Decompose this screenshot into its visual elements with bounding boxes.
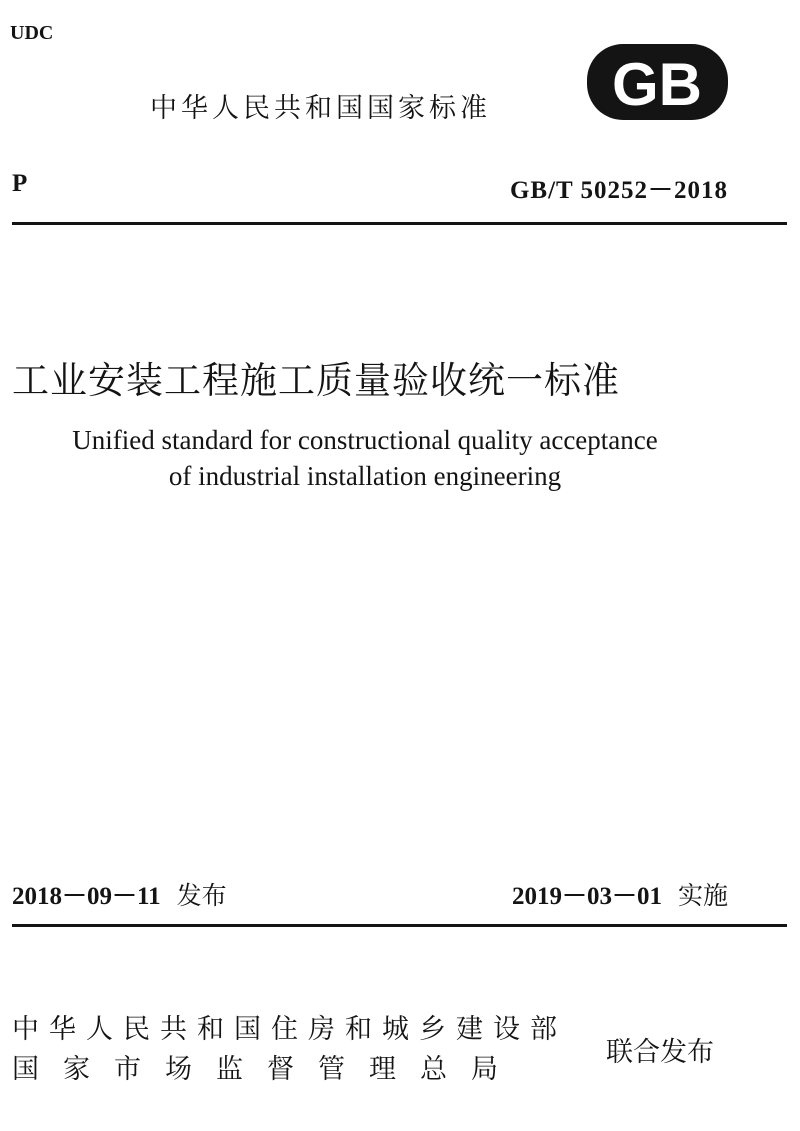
title-english bbox=[0, 422, 730, 494]
issue-label: 发布 bbox=[176, 881, 227, 910]
title-english-line-1: Unified standard for constructional quality acceptance bbox=[72, 425, 658, 455]
implement-date: 2019－03－01 bbox=[511, 883, 662, 910]
standard-number: GB/T 50252－2018 bbox=[509, 177, 728, 204]
title-chinese: 工业安装工程施工质量验收统一标准 bbox=[12, 359, 620, 402]
issue-date: 2018－09－11 bbox=[12, 883, 161, 910]
udc-label: UDC bbox=[10, 22, 54, 44]
bottom-divider bbox=[12, 924, 787, 927]
issuing-authorities bbox=[12, 1010, 567, 1090]
gb-logo-icon bbox=[585, 42, 730, 122]
gb-logo-text: GB bbox=[612, 51, 702, 118]
joint-release-label: 联合发布 bbox=[606, 1037, 714, 1068]
issuer-ministry: 中华人民共和国住房和城乡建设部 bbox=[12, 1014, 567, 1045]
issue-date-block bbox=[12, 876, 227, 912]
title-english-line-2: of industrial installation engineering bbox=[168, 461, 562, 491]
implement-date-block bbox=[512, 876, 728, 912]
top-divider bbox=[12, 222, 787, 225]
implement-label: 实施 bbox=[677, 881, 728, 910]
issuer-administration: 国家市场监督管理总局 bbox=[12, 1054, 522, 1085]
national-standard-heading: 中华人民共和国国家标准 bbox=[150, 93, 491, 124]
category-code: P bbox=[12, 170, 28, 197]
